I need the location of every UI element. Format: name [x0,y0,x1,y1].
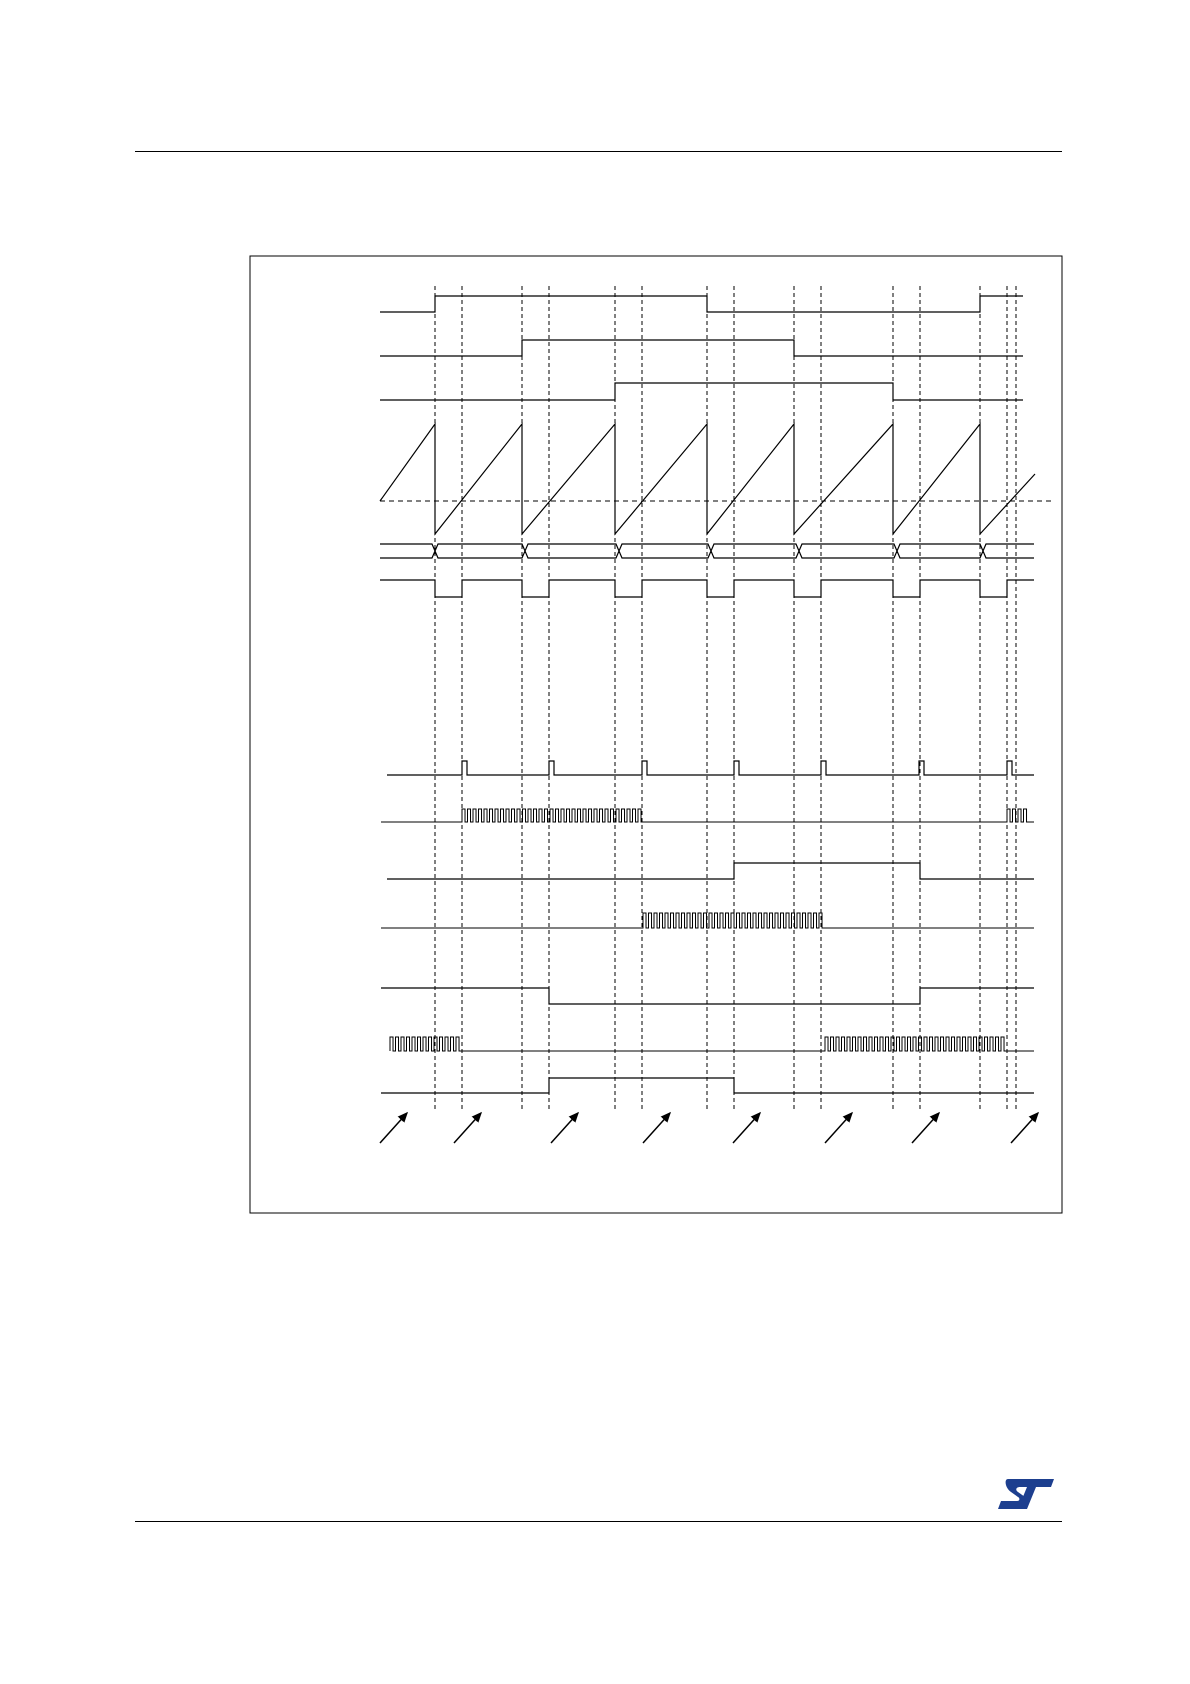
st-logo [994,1473,1062,1513]
burst-c-trace [390,1037,1034,1051]
signal-traces [380,296,1052,1093]
event-arrow-3 [551,1113,578,1143]
signal-1 [380,296,1023,312]
event-arrow-6 [825,1113,852,1143]
signal-3 [380,383,1023,400]
event-arrow-5 [733,1113,760,1143]
event-arrows [380,1113,1038,1143]
strobe-trace [380,580,1034,597]
event-arrow-8 [1011,1113,1038,1143]
event-arrow-7 [912,1113,939,1143]
vertical-guides [435,286,1016,1110]
signal-2 [380,340,1023,356]
signal-9 [387,863,1034,879]
pulse-train-trace [387,761,1034,775]
event-arrow-4 [643,1113,670,1143]
event-arrow-1 [380,1113,407,1143]
event-arrow-2 [454,1113,481,1143]
ramp-sawtooth [380,424,1035,534]
